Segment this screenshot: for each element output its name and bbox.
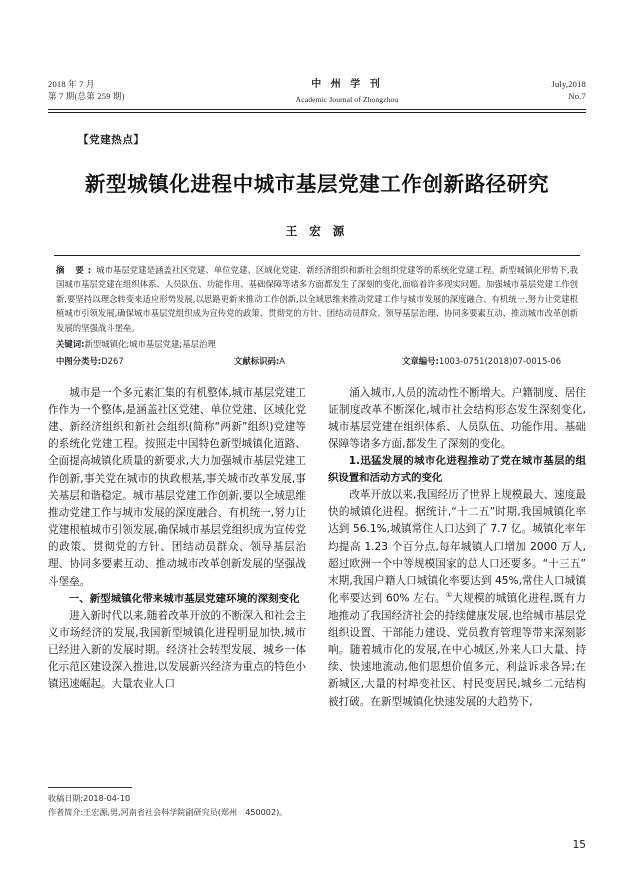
abstract xyxy=(56,263,578,335)
paragraph-part-a: 改革开放以来,我国经历了世界上规模最大、速度最快的城镇化进程。据统计,“十二五”时期,我国城镇化率达到 56.1%,城镇常住人口达到了 7.7 亿。城镇化率年均提高 1.23 个百分点,每年城镇人口增加 2000 万人,超过欧洲一个中等规模国家的总人口还要多。“十三五”末期,我国户籍人口城镇化率要达到 45%,常住人口城镇化率要达到 60% 左右。 xyxy=(328,489,586,605)
author-bio xyxy=(48,806,306,819)
article-id-label: 文章编号: xyxy=(402,355,439,366)
classification-row xyxy=(56,354,578,369)
masthead xyxy=(48,78,586,105)
article-id-value: 1003-0751(2018)07-0015-06 xyxy=(438,355,562,366)
keywords xyxy=(56,337,578,352)
issue-date: 2018 年 7 月 xyxy=(48,79,95,89)
received-date xyxy=(48,792,306,805)
clc-label: 中图分类号: xyxy=(56,355,102,366)
journal-title-cn: 中 州 学 刊 xyxy=(311,79,383,90)
keywords-label: 关键词: xyxy=(56,338,85,349)
left-column xyxy=(48,385,306,711)
footnotes xyxy=(48,787,306,819)
issue-number-en: No.7 xyxy=(568,91,586,102)
masthead-left xyxy=(48,78,228,103)
article-id xyxy=(402,354,578,369)
page-number: 15 xyxy=(572,839,586,851)
abstract-label: 摘 要: xyxy=(56,264,96,275)
received-date-label: 收稿日期: xyxy=(48,793,84,804)
clc-value: D267 xyxy=(101,355,124,366)
masthead-right xyxy=(466,78,586,103)
keywords-text: 新型城镇化;城市基层党建;基层治理 xyxy=(84,338,216,349)
subsection-heading: 1.迅猛发展的城市化进程推动了党在城市基层的组织设置和活动方式的变化 xyxy=(328,455,586,485)
footnote-divider xyxy=(48,787,132,788)
paragraph: 城市是一个多元素汇集的有机整体,城市基层党建工作作为一个整体,是涵盖社区党建、单位党建、区域化党建、新经济组织和新社会组织(简称“两新”组织)党建等的系统化党建工程。按照走中国特色新型城镇化道路、全面提高城镇化质量的新要求,大力加强城市基层党建工作创新,事关党在城市的执政根基,事关城市改革发展,事关基层和谐稳定。城市基层党建工作创新,要以全域思维推动党建工作与城市发展的深度融合、有机统一,努力让党建根植城市引领发展,确保城市基层党组织成为宣传党的政策、贯彻党的方针、团结动员群众、领导基层治理、协同多要素互动、推动城市改革创新发展的坚强战斗堡垒。 xyxy=(48,386,306,588)
document-code-value: A xyxy=(279,355,285,366)
document-code-label: 文献标识码: xyxy=(234,355,280,366)
masthead-center xyxy=(228,78,466,105)
clc-number xyxy=(56,354,234,369)
body-columns xyxy=(48,385,586,711)
author-bio-label: 作者简介: xyxy=(48,806,84,817)
received-date-value: 2018-04-10 xyxy=(83,793,131,804)
abstract-divider xyxy=(54,255,580,256)
issue-number: 第 7 期(总第 259 期) xyxy=(48,91,125,102)
author-bio-value: 王宏源,男,河南省社会科学院副研究员(郑州 450002)。 xyxy=(83,806,288,817)
issue-date-en: July,2018 xyxy=(551,79,586,89)
right-column xyxy=(328,385,586,711)
paragraph-part-b: 大规模的城镇化进程,既有力地推动了我国经济社会的持续健康发展,也给城市基层党组织设置、干部能力建设、党员教育管理等带来深刻影响。随着城市化的发展,在中心城区,外来人口大量、持续、快速地流动,他们思想价值多元、利益诉求各异;在新城区,大量的村埠变社区、村民变居民,城乡二元结构被打破。在新型城镇化快速发展的大趋势下, xyxy=(328,592,587,708)
journal-title-en: Academic Journal of Zhongzhou xyxy=(295,94,399,104)
footnote-marker: ① xyxy=(445,591,453,600)
paragraph: 涌入城市,人员的流动性不断增大。户籍制度、居住证制度改革不断深化,城市社会结构形态发生深刻变化,城市基层党建在组织体系、人员队伍、功能作用、基础保障等诸多方面,都发生了深刻的变化。 xyxy=(328,386,586,451)
page-title: 新型城镇化进程中城市基层党建工作创新路径研究 xyxy=(84,171,550,196)
document-code xyxy=(234,354,402,369)
paragraph xyxy=(328,487,586,711)
section-heading: 一、新型城镇化带来城市基层党建环境的深刻变化 xyxy=(68,592,300,605)
article-category: 【党建热点】 xyxy=(78,133,145,146)
author-name: 王 宏 源 xyxy=(285,223,349,238)
paragraph: 进入新时代以来,随着改革开放的不断深入和社会主义市场经济的发展,我国新型城镇化进程明显加快,城市已经进入新的发展时期。经济社会转型发展、城乡一体化示范区建设深入推进,以发展新兴经济为重点的特色小镇迅速崛起。大量农业人口 xyxy=(48,609,306,691)
abstract-text: 城市基层党建是涵盖社区党建、单位党建、区域化党建、新经济组织和新社会组织党建等的系统化党建工程。新型城镇化形势下,我国城市基层党建在组织体系、人员队伍、功能作用、基础保障等诸多方面都发生了深刻的变化,面临着许多现实问题。加强城市基层党建工作创新,要坚持以理念转变来适应形势发展,以思路更新来推动工作创新,以全域思维来推动党建工作与城市发展的深度融合、有机统一,努力让党建根植城市引领发展,确保城市基层党组织成为宣传党的政策、贯彻党的方针、团结动员群众、领导基层治理、协同多要素互动、推动城市改革创新发展的坚强战斗堡垒。 xyxy=(56,264,579,333)
masthead-divider xyxy=(48,109,586,113)
